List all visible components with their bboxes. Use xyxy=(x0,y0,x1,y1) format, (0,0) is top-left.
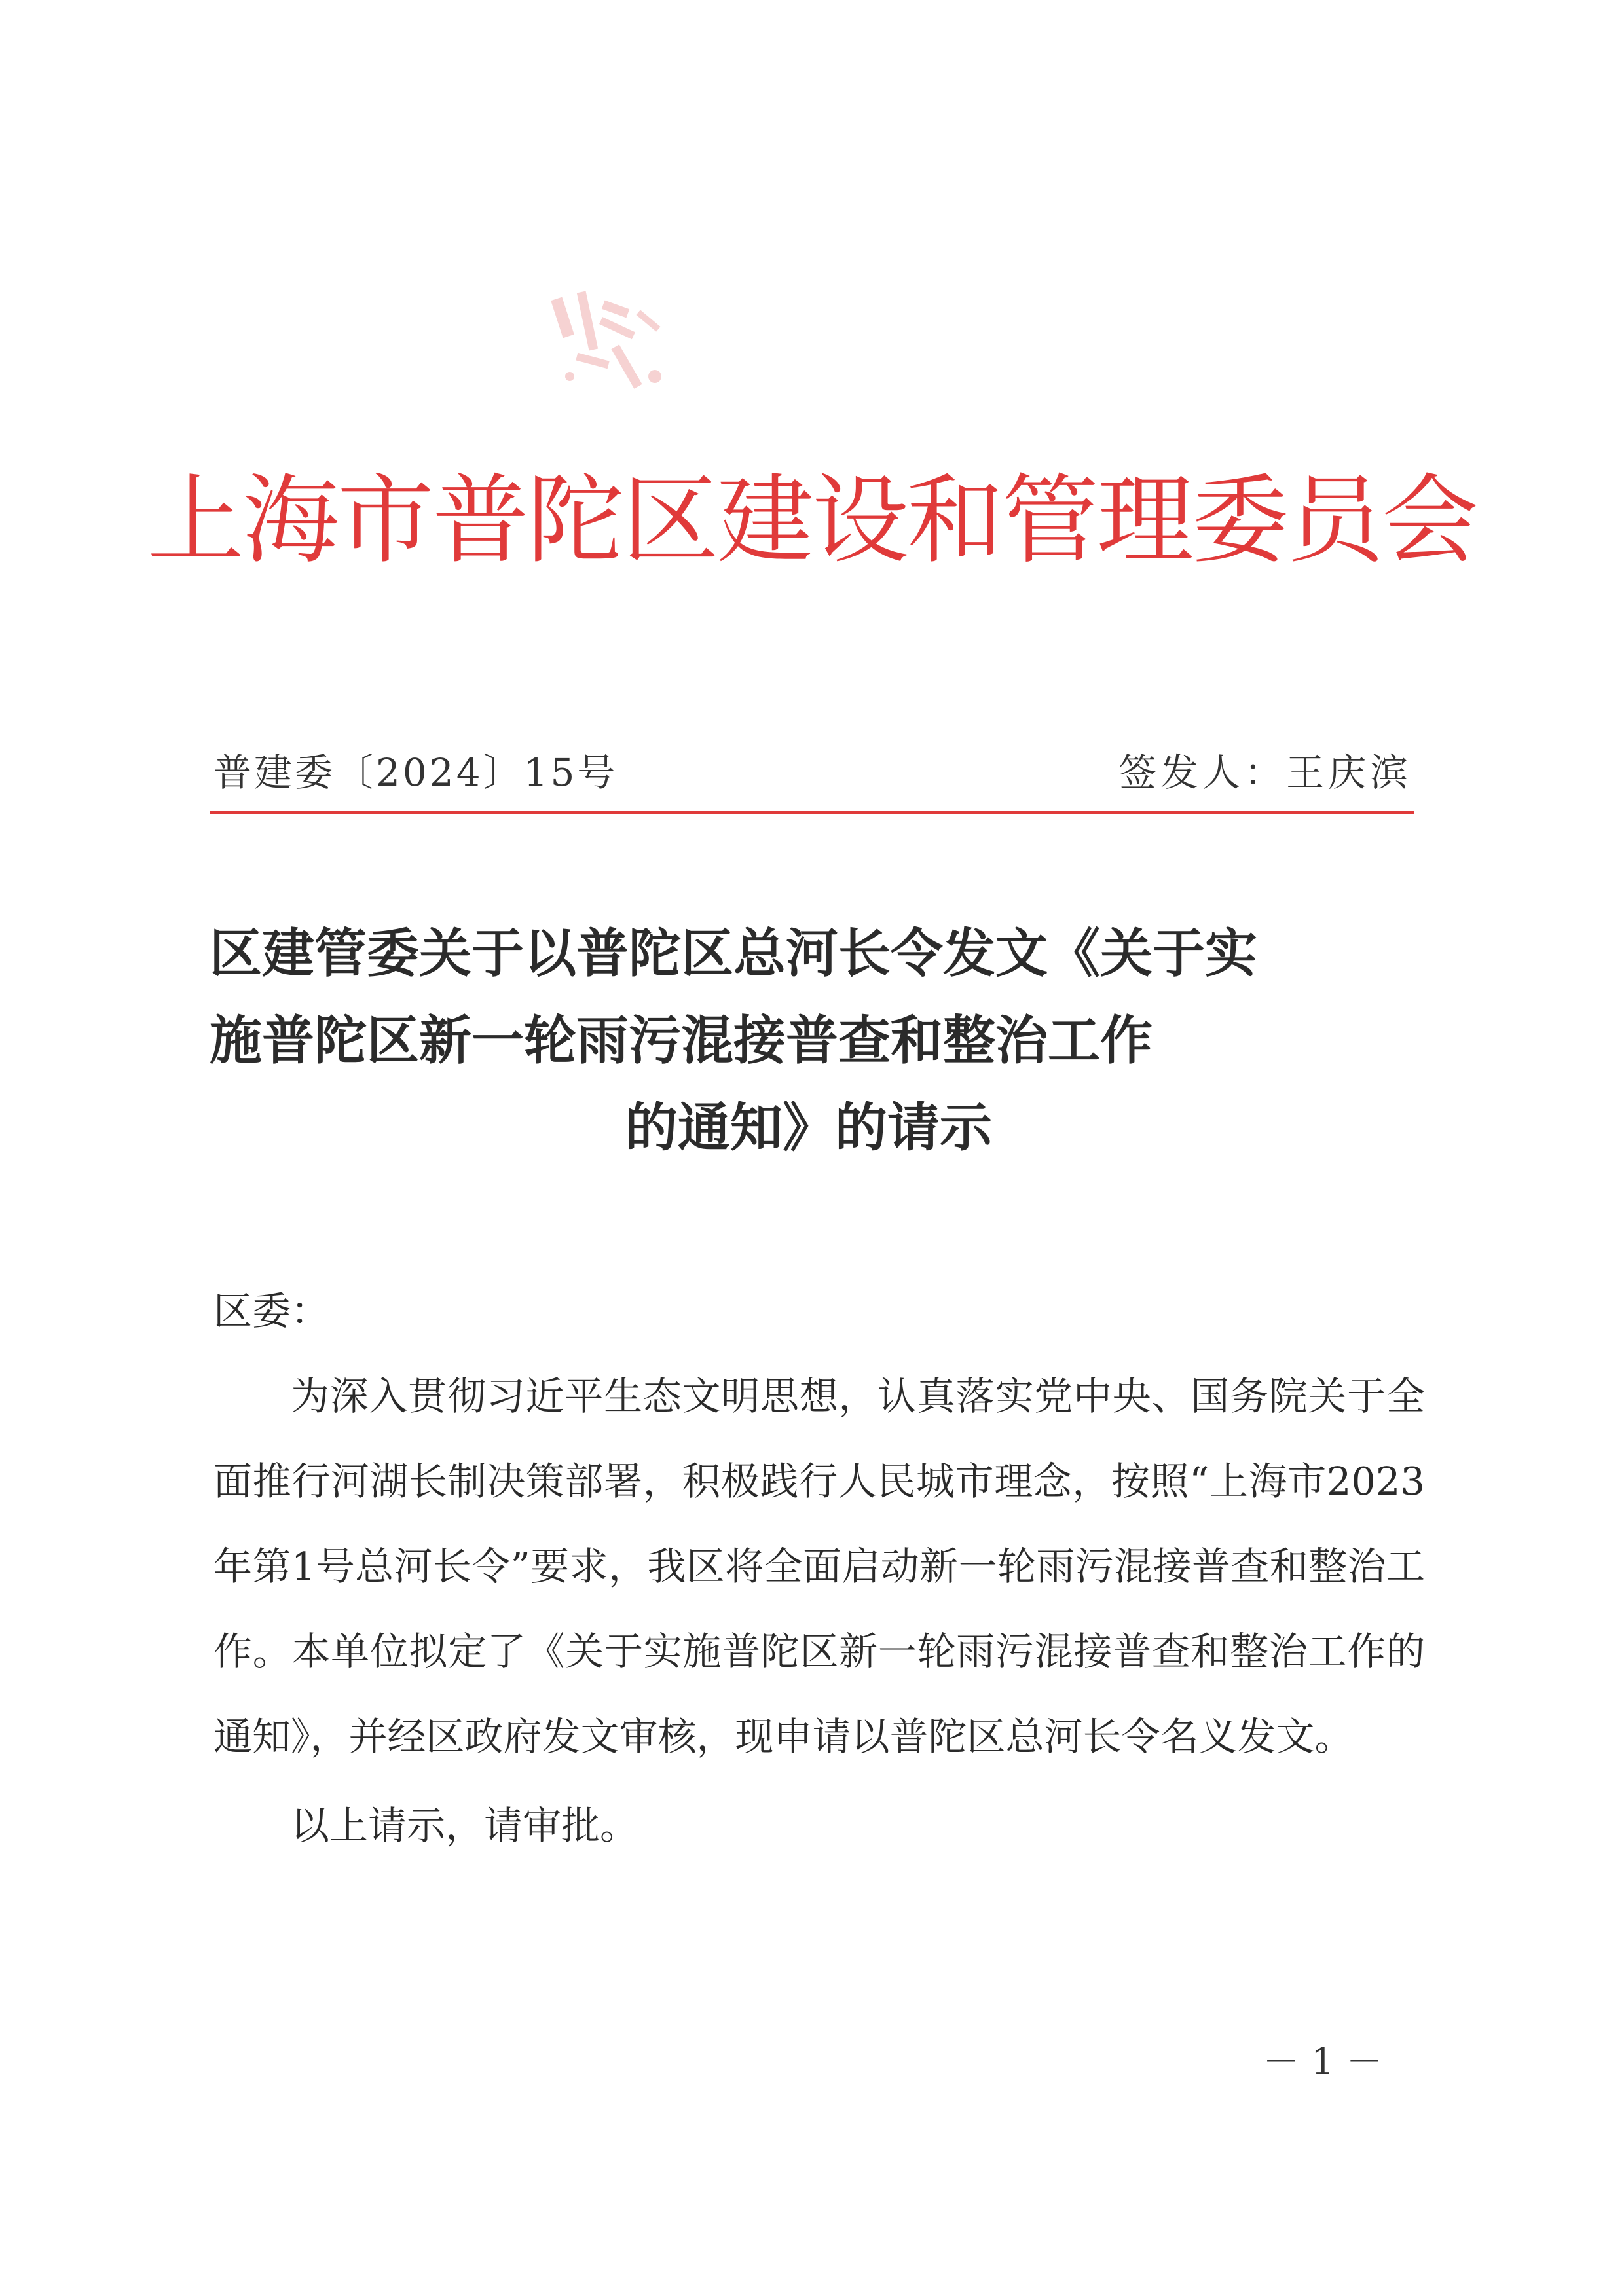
document-meta-line xyxy=(213,743,1412,802)
page-number: － 1 － xyxy=(1263,2041,1383,2083)
document-title xyxy=(210,910,1434,1171)
red-separator-rule xyxy=(210,811,1414,814)
title-line-1: 区建管委关于以普陀区总河长令发文《关于实 xyxy=(210,922,1257,984)
issuing-organization-header: 上海市普陀区建设和管理委员会 xyxy=(147,464,1477,577)
salutation: 区委： xyxy=(213,1288,330,1334)
document-number: 普建委〔2024〕15号 xyxy=(213,750,618,795)
body-paragraph: 为深入贯彻习近平生态文明思想，认真落实党中央、国务院关于全面推行河湖长制决策部署，积极践行人民城市理念，按照“上海市2023年第1号总河长令”要求，我区将全面启动新一轮雨污混接普查和整治工作。本单位拟定了《关于实施普陀区新一轮雨污混接普查和整治工作的通知》，并经区政府发文审核，现申请以普陀区总河长令名义发文。 xyxy=(213,1374,1425,1759)
title-line-2: 施普陀区新一轮雨污混接普查和整治工作 xyxy=(210,1010,1153,1071)
title-line-3: 的通知》的请示 xyxy=(625,1097,992,1158)
closing-line: 以上请示，请审批。 xyxy=(291,1803,639,1848)
signer: 签发人：王庆滨 xyxy=(1118,750,1412,795)
document-body xyxy=(213,1269,1425,1868)
faint-seal-stamp xyxy=(537,278,681,416)
